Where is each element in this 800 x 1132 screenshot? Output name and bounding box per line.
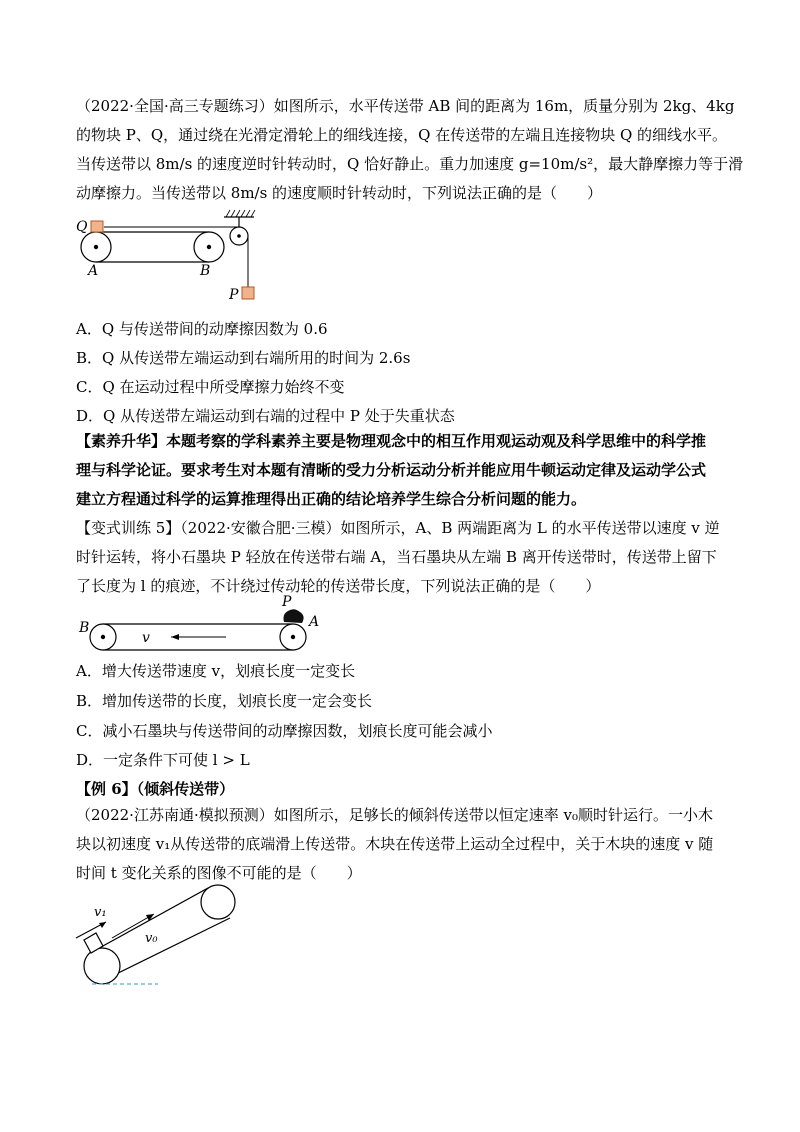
- summary-line: 【素养升华】本题考察的学科素养主要是物理观念中的相互作用观运动观及科学思维中的科学推: [76, 432, 707, 450]
- example-heading: 【例 6】（倾斜传送带）: [76, 780, 235, 798]
- stem-line: 时间 t 变化关系的图像不可能的是（ ）: [76, 864, 362, 882]
- summary-line: 建立方程通过科学的运算推理得出正确的结论培养学生综合分析问题的能力。: [76, 490, 587, 508]
- bottom-pulley: [84, 948, 120, 984]
- option-c: C．Q 在运动过程中所受摩擦力始终不变: [76, 378, 345, 396]
- stem-line: （2022·全国·高三专题练习）如图所示，水平传送带 AB 间的距离为 16m，质量分别为 2kg、4kg: [76, 97, 735, 115]
- block-p: [242, 287, 254, 299]
- stem-line: 块以初速度 v₁从传送带的底端滑上传送带。木块在传送带上运动全过程中，关于木块的速度 v 随: [76, 835, 714, 853]
- label-q: Q: [76, 219, 88, 235]
- figure-graphite-belt: [76, 592, 336, 662]
- option-d: D．Q 从传送带左端运动到右端的过程中 P 处于失重状态: [76, 407, 455, 425]
- option-d: D．一定条件下可使 l > L: [76, 751, 250, 769]
- option-b: B．Q 从传送带左端运动到右端所用的时间为 2.6s: [76, 349, 411, 367]
- question-3-stem: [76, 801, 736, 888]
- stem-line: 当传送带以 8m/s 的速度逆时针转动时，Q 恰好静止。重力加速度 g=10m/s²，最大静摩擦力等于滑: [76, 155, 744, 173]
- label-b: B: [200, 263, 211, 279]
- label-p: P: [229, 287, 239, 303]
- figure-horizontal-belt-pulley: [76, 205, 276, 310]
- question-2-stem: [76, 514, 736, 601]
- option-c: C．减小石墨块与传送带间的动摩擦因数，划痕长度可能会减小: [76, 722, 493, 740]
- stem-line: 时针运转，将小石墨块 P 轻放在传送带右端 A，当石墨块从左端 B 离开传送带时，传送带上留下: [76, 548, 717, 566]
- label-v1: v₁: [94, 905, 107, 920]
- label-v0: v₀: [145, 931, 158, 946]
- label-p: P: [282, 594, 292, 610]
- stem-line: 动摩擦力。当传送带以 8m/s 的速度顺时针转动时，下列说法正确的是（ ）: [76, 184, 603, 202]
- option-a: A．Q 与传送带间的动摩擦因数为 0.6: [76, 320, 328, 338]
- summary-line: 理与科学论证。要求考生对本题有清晰的受力分析运动分析并能应用牛顿运动定律及运动学公式: [76, 461, 707, 479]
- label-a: A: [88, 263, 99, 279]
- option-a: A．增大传送带速度 v，划痕长度一定变长: [76, 662, 356, 680]
- block-q: [91, 221, 103, 232]
- left-arrow-icon: [171, 634, 179, 640]
- label-v: v: [142, 630, 150, 646]
- stem-line: 的物块 P、Q，通过绕在光滑定滑轮上的细线连接，Q 在传送带的左端且连接物块 Q 的细线水平。: [76, 126, 728, 144]
- top-pulley: [201, 885, 235, 919]
- question-1-stem: [76, 92, 744, 208]
- label-a: A: [309, 614, 320, 630]
- label-b: B: [79, 620, 90, 636]
- option-b: B．增加传送带的长度，划痕长度一定会变长: [76, 692, 373, 710]
- stem-line: 了长度为 l 的痕迹，不计绕过传动轮的传送带长度，下列说法正确的是（ ）: [76, 577, 601, 595]
- stem-line: （2022·江苏南通·模拟预测）如图所示，足够长的倾斜传送带以恒定速率 v₀顺时针运行。一小木: [76, 806, 713, 824]
- stem-line: 【变式训练 5】（2022·安徽合肥·三模）如图所示，A、B 两端距离为 L 的水平传送带以速度 v 逆: [76, 519, 720, 537]
- figure-inclined-belt: [70, 880, 240, 990]
- graphite-block: [284, 609, 304, 623]
- literacy-summary: [76, 427, 736, 514]
